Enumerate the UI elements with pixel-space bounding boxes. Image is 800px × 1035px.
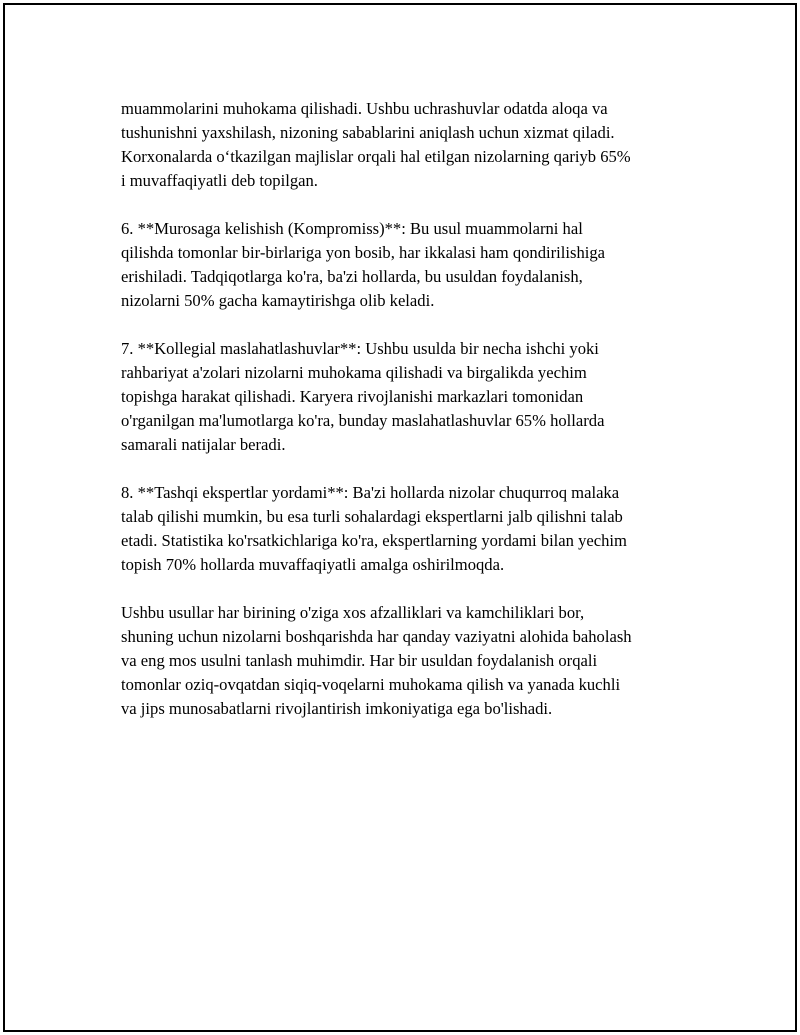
text-line: o'rganilgan ma'lumotlarga ko'ra, bunday maslahatlashuvlar 65% hollarda bbox=[121, 411, 605, 430]
text-line: etadi. Statistika ko'rsatkichlariga ko'ra, ekspertlarning yordami bilan yechim bbox=[121, 531, 627, 550]
text-line: 7. **Kollegial maslahatlashuvlar**: Ushbu usulda bir necha ishchi yoki bbox=[121, 339, 599, 358]
text-line: Ushbu usullar har birining o'ziga xos afzalliklari va kamchiliklari bor, bbox=[121, 603, 585, 622]
text-line: tomonlar oziq-ovqatdan siqiq-voqelarni muhokama qilish va yanada kuchli bbox=[121, 675, 621, 694]
paragraph-gap bbox=[121, 577, 696, 601]
paragraph-gap bbox=[121, 457, 696, 481]
text-line: nizolarni 50% gacha kamaytirishga olib keladi. bbox=[121, 291, 435, 310]
text-line: rahbariyat a'zolari nizolarni muhokama qilishadi va birgalikda yechim bbox=[121, 363, 587, 382]
text-line: muammolarini muhokama qilishadi. Ushbu uchrashuvlar odatda aloqa va bbox=[121, 99, 608, 118]
text-line: qilishda tomonlar bir-birlariga yon bosib, har ikkalasi ham qondirilishiga bbox=[121, 243, 606, 262]
paragraph-gap bbox=[121, 313, 696, 337]
paragraph-continuation bbox=[121, 97, 696, 193]
text-line: va eng mos usulni tanlash muhimdir. Har bir usuldan foydalanish orqali bbox=[121, 651, 598, 670]
text-line: va jips munosabatlarni rivojlantirish imkoniyatiga ega bo'lishadi. bbox=[121, 699, 553, 718]
paragraph-gap bbox=[121, 193, 696, 217]
paragraph-item-7 bbox=[121, 337, 696, 457]
paragraph-conclusion bbox=[121, 601, 696, 721]
text-line: Korxonalarda o‘tkazilgan majlislar orqali hal etilgan nizolarning qariyb 65% bbox=[121, 147, 631, 166]
text-line: talab qilishi mumkin, bu esa turli sohalardagi ekspertlarni jalb qilishni talab bbox=[121, 507, 623, 526]
text-line: 6. **Murosaga kelishish (Kompromiss)**: Bu usul muammolarni hal bbox=[121, 219, 583, 238]
text-line: i muvaffaqiyatli deb topilgan. bbox=[121, 171, 318, 190]
page-body bbox=[121, 97, 696, 721]
text-line: tushunishni yaxshilash, nizoning sabablarini aniqlash uchun xizmat qiladi. bbox=[121, 123, 615, 142]
text-line: topishga harakat qilishadi. Karyera rivojlanishi markazlari tomonidan bbox=[121, 387, 584, 406]
text-line: samarali natijalar beradi. bbox=[121, 435, 286, 454]
text-line: topish 70% hollarda muvaffaqiyatli amalga oshirilmoqda. bbox=[121, 555, 505, 574]
paragraph-item-6 bbox=[121, 217, 696, 313]
text-line: erishiladi. Tadqiqotlarga ko'ra, ba'zi hollarda, bu usuldan foydalanish, bbox=[121, 267, 583, 286]
text-line: 8. **Tashqi ekspertlar yordami**: Ba'zi hollarda nizolar chuqurroq malaka bbox=[121, 483, 620, 502]
paragraph-item-8 bbox=[121, 481, 696, 577]
page-frame bbox=[3, 3, 797, 1032]
text-line: shuning uchun nizolarni boshqarishda har qanday vaziyatni alohida baholash bbox=[121, 627, 632, 646]
